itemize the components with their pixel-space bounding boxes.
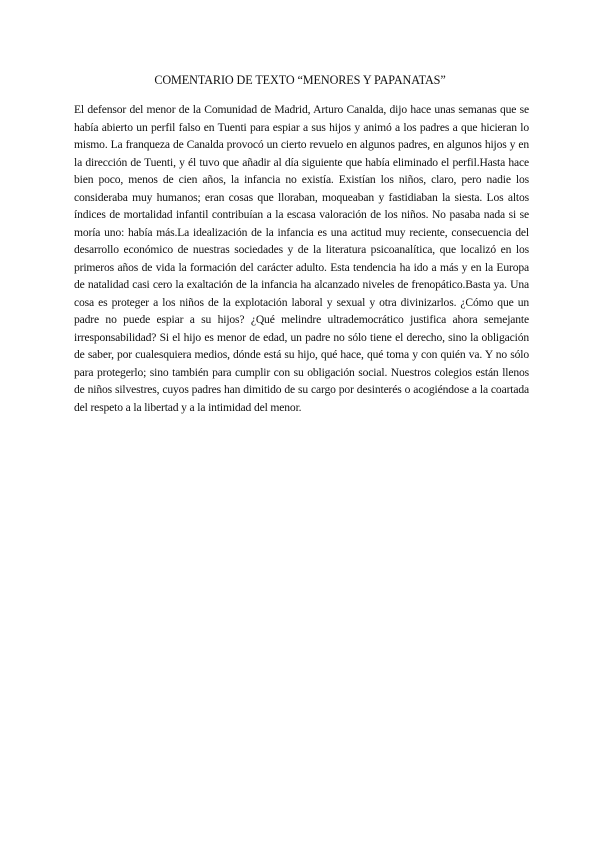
body-paragraph: El defensor del menor de la Comunidad de Madrid, Arturo Canalda, dijo hace unas semanas que se había abierto un perfil falso en Tuenti para espiar a sus hijos y animó a los padres a que hicieran lo mismo. La franqueza de Canalda provocó un cierto revuelo en algunos padres, en algunos hijos y en la dirección de Tuenti, y él tuvo que añadir al día siguiente que había eliminado el perfil.Hasta hace bien poco, menos de cien años, la infancia no existía. Existían los niños, claro, pero nadie los consideraba muy humanos; eran cosas que lloraban, moqueaban y fastidiaban la siesta. Los altos índices de mortalidad infantil contribuían a la escasa valoración de los niños. No pasaba nada si se moría uno: había más.La idealización de la infancia es una actitud muy reciente, consecuencia del desarrollo económico de nuestras sociedades y de la literatura psicoanalítica, que localizó en los primeros años de vida la formación del carácter adulto. Esta tendencia ha ido a más y en la Europa de natalidad casi cero la exaltación de la infancia ha alcanzado niveles de frenopático.Basta ya. Una cosa es proteger a los niños de la explotación laboral y sexual y otra divinizarlos. ¿Cómo que un padre no puede espiar a su hijos? ¿Qué melindre ultrademocrático justifica ahora semejante irresponsabilidad? Si el hijo es menor de edad, un padre no sólo tiene el derecho, sino la obligación de saber, por cualesquiera medios, dónde está su hijo, qué hace, qué toma y con quién va. Y no sólo para protegerlo; sino también para cumplir con su obligación social. Nuestros colegios están llenos de niños silvestres, cuyos padres han dimitido de su cargo por desinterés o acogiéndose a la coartada del respeto a la libertad y a la intimidad del menor. xyxy=(74,103,529,414)
document-title: COMENTARIO DE TEXTO “MENORES Y PAPANATAS” xyxy=(154,73,446,87)
